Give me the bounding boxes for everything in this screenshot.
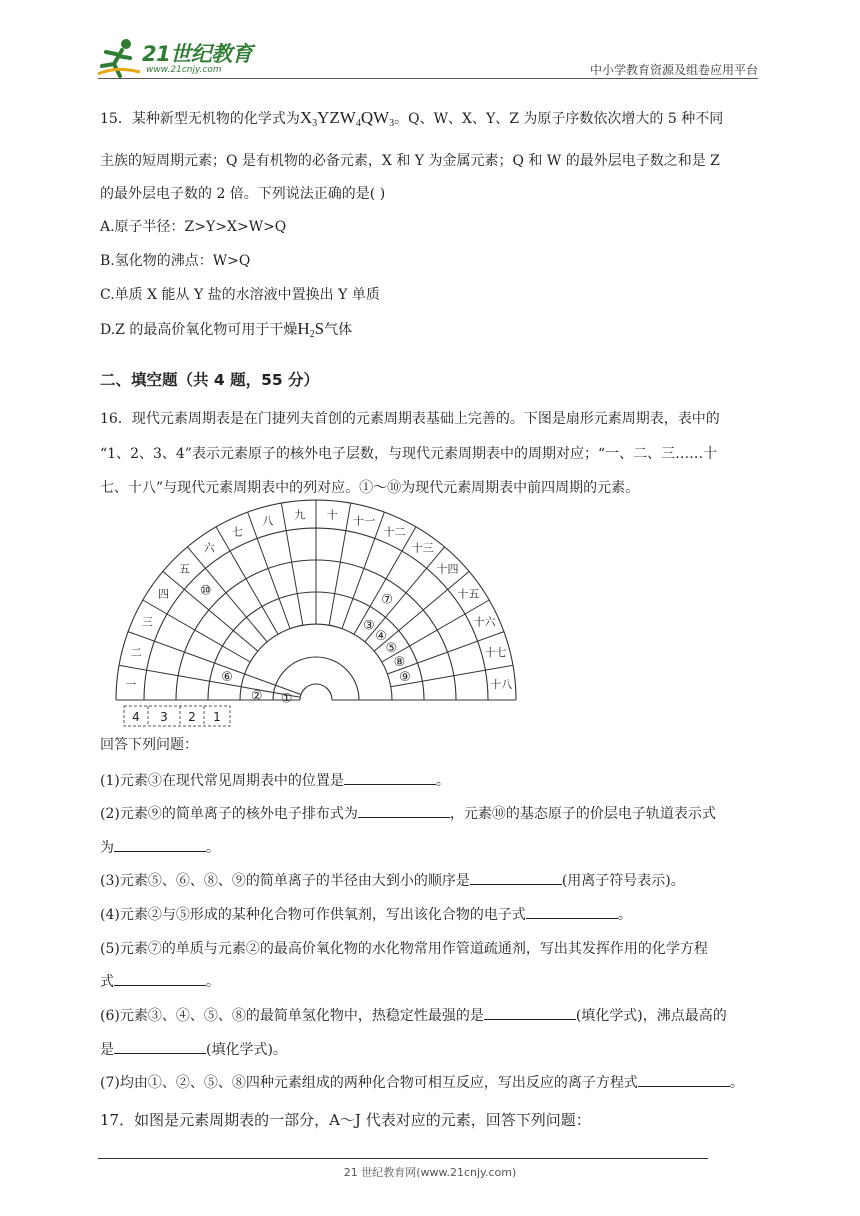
q16-sub4: (4)元素②与⑤形成的某种化合物可作供氧剂，写出该化合物的电子式 。 xyxy=(100,907,632,923)
logo-url: www.21cnjy.com xyxy=(146,65,222,75)
footer-text: 21 世纪教育网(www.21cnjy.com) xyxy=(343,1166,517,1179)
q16-sub3: (3)元素⑤、⑥、⑧、⑨的简单离子的半径由大到小的顺序是 (用离子符号表示)。 xyxy=(100,873,685,889)
q15-line3: 的最外层电子数的 2 倍。下列说法正确的是( ) xyxy=(100,186,386,202)
group-label: 十五 xyxy=(457,587,480,601)
q16-line1: 16．现代元素周期表是在门捷列夫首创的元素周期表基础上完善的。下图是扇形元素周期表，表中的 xyxy=(100,411,720,427)
group-label: 十八 xyxy=(490,677,513,691)
answer-blank[interactable] xyxy=(114,1041,206,1054)
q16-line2: “1、2、3、4”表示元素原子的核外电子层数，与现代元素周期表中的周期对应；“一、二、三……十 xyxy=(100,446,718,462)
element-marker: ④ xyxy=(375,628,387,644)
group-label: 十六 xyxy=(473,615,496,629)
element-marker: ⑦ xyxy=(381,592,393,608)
q15-line2: 主族的短周期元素；Q 是有机物的必备元素，X 和 Y 为金属元素；Q 和 W 的最外层电子数之和是 Z xyxy=(100,153,720,169)
header-divider xyxy=(98,78,758,79)
q17-line1: 17．如图是元素周期表的一部分，A～J 代表对应的元素，回答下列问题： xyxy=(100,1111,591,1129)
site-logo xyxy=(96,36,266,80)
q16-line3: 七、十八”与现代元素周期表中的列对应。①～⑩为现代元素周期表中前四周期的元素。 xyxy=(100,480,640,496)
logo-text: 21世纪教育 xyxy=(142,42,253,66)
fan-arc xyxy=(240,624,392,700)
q15-option-b: B.氢化物的沸点：W>Q xyxy=(100,253,251,269)
period-label: 4 xyxy=(132,710,140,724)
period-label: 1 xyxy=(213,710,221,724)
group-label: 十一 xyxy=(353,514,376,528)
runner-logo-icon xyxy=(96,36,142,80)
period-label: 3 xyxy=(160,710,168,724)
group-label: 一 xyxy=(125,677,137,691)
answer-blank[interactable] xyxy=(638,1074,730,1087)
q16-sub2: (2)元素⑨的简单离子的核外电子排布式为 ，元素⑩的基态原子的价层电子轨道表示式 xyxy=(100,806,716,822)
answer-blank[interactable] xyxy=(470,872,562,885)
group-label: 四 xyxy=(158,587,170,601)
group-label: 六 xyxy=(203,541,215,555)
q15-line1: 15．某种新型无机物的化学式为$X_3YZW_4QW_3$。Q、W、X、Y、Z 为原子序数依次增大的 5 种不同 xyxy=(100,108,724,129)
period-label: 2 xyxy=(188,710,196,724)
q16-sub7: (7)均由①、②、⑤、⑧四种元素组成的两种化合物可相互反应，写出反应的离子方程式 。 xyxy=(100,1075,744,1091)
group-label: 十四 xyxy=(436,562,459,576)
q15-option-d: D.Z 的最高价氧化物可用于干燥$H_2S$气体 xyxy=(100,319,353,340)
group-label: 二 xyxy=(130,645,142,659)
q16-sub6: (6)元素③、④、⑤、⑧的最简单氢化物中，热稳定性最强的是 (填化学式)，沸点最高的 xyxy=(100,1008,727,1024)
q16-sub5-cont: 式 。 xyxy=(100,974,220,990)
group-label: 五 xyxy=(179,562,190,576)
q15-formula: $X_3YZW_4QW_3$ xyxy=(299,108,395,129)
element-marker: ⑧ xyxy=(393,655,406,671)
q16-sub6-cont: 是 (填化学式)。 xyxy=(100,1042,287,1058)
answer-blank[interactable] xyxy=(114,839,206,852)
answer-blank[interactable] xyxy=(114,973,206,986)
group-label: 十 xyxy=(326,508,338,522)
element-marker: ⑨ xyxy=(399,670,411,686)
fan-periodic-table-figure xyxy=(96,500,513,730)
group-label: 七 xyxy=(231,525,243,539)
element-marker: ③ xyxy=(362,618,375,634)
group-label: 十七 xyxy=(484,645,507,659)
group-label: 十二 xyxy=(383,525,406,539)
fan-arc xyxy=(300,684,332,700)
q15-option-c: C.单质 X 能从 Y 盐的水溶液中置换出 Y 单质 xyxy=(100,287,380,303)
group-label: 九 xyxy=(294,508,306,522)
q16-sub2-cont: 为 。 xyxy=(100,840,220,856)
group-label: 十三 xyxy=(411,541,434,555)
answer-blank[interactable] xyxy=(358,805,450,818)
header-platform-text: 中小学教育资源及组卷应用平台 xyxy=(589,63,758,77)
group-label: 八 xyxy=(262,514,274,528)
answer-prompt: 回答下列问题： xyxy=(100,737,198,753)
section-heading: 二、填空题（共 4 题，55 分） xyxy=(100,371,320,389)
element-marker: ① xyxy=(280,691,293,707)
answer-blank[interactable] xyxy=(526,906,618,919)
element-marker: ⑤ xyxy=(385,641,398,657)
q15-option-a: A.原子半径：Z>Y>X>W>Q xyxy=(100,219,287,235)
group-label: 三 xyxy=(141,615,153,629)
answer-blank[interactable] xyxy=(344,772,436,785)
footer-divider xyxy=(98,1158,708,1159)
answer-blank[interactable] xyxy=(484,1007,576,1020)
element-marker: ② xyxy=(250,688,263,704)
q16-sub1: (1)元素③在现代常见周期表中的位置是 。 xyxy=(100,773,450,789)
element-marker: ⑩ xyxy=(199,583,212,599)
q16-sub5: (5)元素⑦的单质与元素②的最高价氧化物的水化物常用作管道疏通剂，写出其发挥作用的化学方程 xyxy=(100,941,708,957)
element-marker: ⑥ xyxy=(221,670,233,686)
